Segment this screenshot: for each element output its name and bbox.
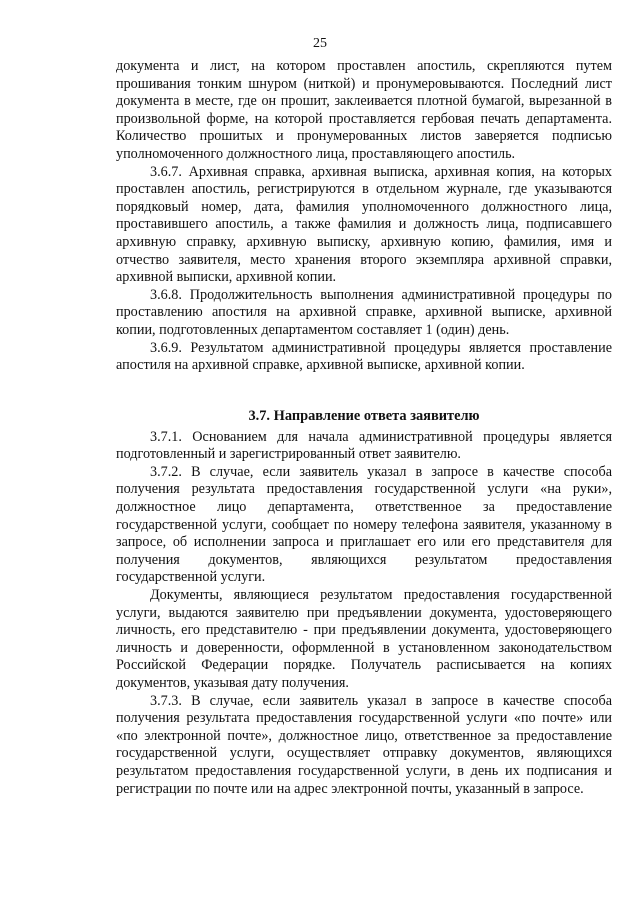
paragraph-3-7-2: 3.7.2. В случае, если заявитель указал в запросе в качестве способа получения результата предоставления государственной услуги «на руки», должностное лицо департамента, ответственное за предоставление государственной услуги, сообщает по номеру телефона заявителя, указанному в запросе, об исполнении запроса и приглашает его или его представителя для получения документов, являющихся результатом предоставления государственной услуги.	[116, 463, 612, 586]
paragraph-3-7-1: 3.7.1. Основанием для начала административной процедуры является подготовленный и зарегистрированный ответ заявителю.	[116, 428, 612, 463]
page-number: 25	[313, 36, 327, 51]
paragraph-3-6-8: 3.6.8. Продолжительность выполнения административной процедуры по проставлению апостиля на архивной справке, архивной выписке, архивной копии, подготовленных департаментом составляет 1 (один) день.	[116, 286, 612, 338]
paragraph-3-6-9: 3.6.9. Результатом административной процедуры является проставление апостиля на архивной справке, архивной выписке, архивной копии.	[116, 339, 612, 374]
paragraph-continuation: документа и лист, на котором проставлен апостиль, скрепляются путем прошивания тонким шнуром (ниткой) и пронумеровываются. Последний лист документа в месте, где он прошит, заклеивается плотной бумагой, вырезанной в произвольной форме, на которой проставляется гербовая печать департамента. Количество прошитых и пронумерованных листов заверяется подписью уполномоченного должностного лица, проставляющего апостиль.	[116, 58, 612, 162]
paragraph-documents-issuance: Документы, являющиеся результатом предоставления государственной услуги, выдаются заявителю при предъявлении документа, удостоверяющего личность, его представителю - при предъявлении документа, удостоверяющего личность и доверенности, оформленной в установленном законодательством Российской Федерации порядке. Получатель расписывается на копиях документов, указывая дату получения.	[116, 587, 612, 691]
document-body	[116, 58, 612, 798]
paragraph-3-7-3: 3.7.3. В случае, если заявитель указал в запросе в качестве способа получения результата предоставления государственной услуги «по почте» или «по электронной почте», должностное лицо, ответственное за предоставление государственной услуги, осуществляет отправку документов, являющихся результатом предоставления государственной услуги, в день их подписания и регистрации по почте или на адрес электронной почты, указанный в запросе.	[116, 692, 612, 797]
section-heading: 3.7. Направление ответа заявителю	[248, 407, 480, 424]
paragraph-3-6-7: 3.6.7. Архивная справка, архивная выписка, архивная копия, на которых проставлен апостиль, регистрируются в отдельном журнале, где указываются порядковый номер, дата, фамилия уполномоченного должностного лица, проставившего апостиль, а также фамилия и должность лица, подписавшего архивную справку, архивную выписку, архивную копию, фамилия, имя и отчество заявителя, место хранения второго экземпляра архивной справки, архивной выписки, архивной копии.	[116, 163, 612, 286]
